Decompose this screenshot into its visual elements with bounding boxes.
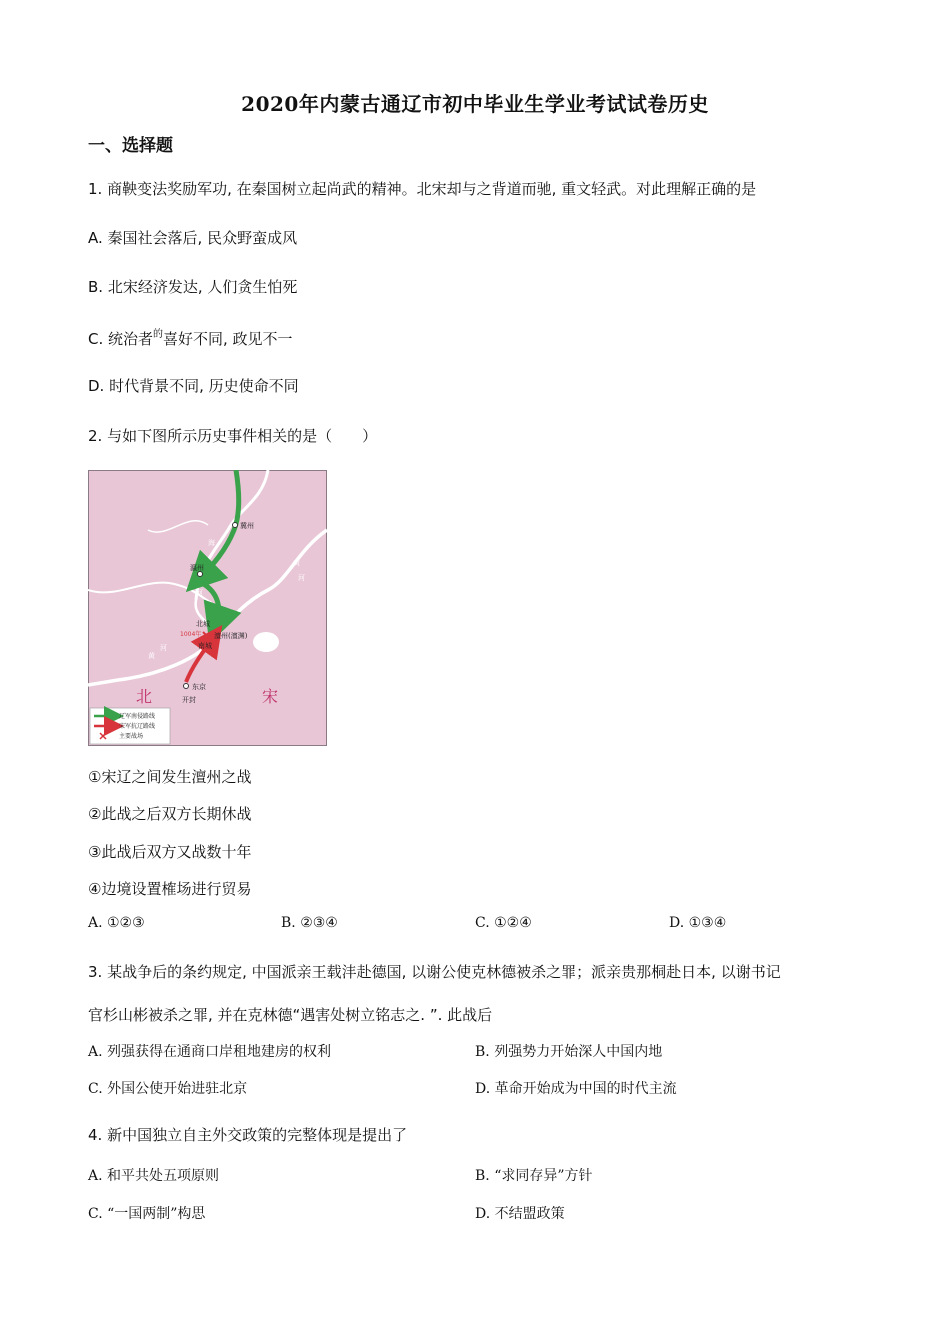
map-label-river-1: 海 (208, 539, 215, 547)
map-label-dongjing: 东京 (192, 683, 206, 691)
page-title: 2020年内蒙古通辽市初中毕业生学业考试试卷历史 (241, 92, 709, 116)
question-4-stem: 4. 新中国独立自主外交政策的完整体现是提出了 (88, 1126, 408, 1144)
legend-liao-label: 辽军南侵路线 (119, 713, 156, 720)
question-2-statement-3: ③此战后双方又战数十年 (88, 843, 252, 861)
historical-map (88, 470, 327, 746)
legend-battle-label: 主要战场 (119, 733, 144, 740)
map-label-river-4: 河 (298, 574, 305, 582)
map-label-song: 宋 (262, 687, 279, 706)
map-label-river-2: 河 (196, 589, 203, 597)
map-label-kaifeng: 开封 (182, 696, 196, 704)
question-2-statement-1: ①宋辽之间发生澶州之战 (88, 768, 252, 786)
question-1-option-a: A. 秦国社会落后, 民众野蛮成风 (88, 229, 298, 247)
map-label-river-5: 黄 (148, 652, 155, 660)
question-4-option-d: D. 不结盟政策 (475, 1206, 565, 1222)
question-1-stem: 1. 商鞅变法奖励军功, 在秦国树立起尚武的精神。北宋却与之背道而驰, 重文轻武。对此理解正确的是 (88, 180, 757, 198)
map-label-beicheng: 北城 (196, 620, 210, 628)
legend-song-label: 宋军抗辽路线 (119, 723, 156, 730)
question-2-statement-4: ④边境设置榷场进行贸易 (88, 880, 252, 898)
map-label-chanzhou: 澶州(澶渊) (214, 632, 248, 640)
map-label-nancheng: 南城 (198, 642, 212, 650)
question-3-stem-line-1: 3. 某战争后的条约规定, 中国派亲王载沣赴德国, 以谢公使克林德被杀之罪；派亲贵那桐赴日本, 以谢书记 (88, 963, 781, 981)
yingzhou-point (198, 572, 203, 577)
question-2-option-d: D. ①③④ (669, 915, 727, 931)
question-2-option-b: B. ②③④ (281, 915, 338, 931)
question-1-option-d: D. 时代背景不同, 历史使命不同 (88, 377, 299, 395)
option-c-suffix: 喜好不同, 政见不一 (163, 330, 293, 348)
question-1-option-c (88, 325, 293, 349)
map-label-yingzhou: 瀛州 (190, 564, 204, 572)
jizhou-point (233, 523, 238, 528)
question-2-stem: 2. 与如下图所示历史事件相关的是（ ） (88, 427, 378, 445)
question-3-option-a: A. 列强获得在通商口岸租地建房的权利 (88, 1044, 332, 1060)
option-c-prefix: C. 统治者 (88, 330, 154, 348)
map-label-river-3: 黄 (293, 559, 300, 567)
map-label-jizhou: 冀州 (240, 522, 254, 530)
question-3-option-b: B. 列强势力开始深人中国内地 (475, 1044, 663, 1060)
question-4-option-c: C. “一国两制”构思 (88, 1206, 206, 1222)
lake (253, 632, 279, 652)
section-heading: 一、选择题 (88, 136, 173, 156)
question-3-stem-line-2: 官杉山彬被杀之罪, 并在克林德“遇害处树立铭志之. ”. 此战后 (88, 1006, 493, 1024)
map-label-river-6: 河 (160, 644, 167, 652)
question-2-statement-2: ②此战之后双方长期休战 (88, 805, 252, 823)
map-land (89, 471, 327, 746)
dongjing-point (184, 684, 189, 689)
map-label-year: 1004年 (180, 631, 202, 638)
map-label-bei: 北 (136, 687, 153, 706)
question-1-option-b: B. 北宋经济发达, 人们贪生怕死 (88, 278, 298, 296)
question-3-option-c: C. 外国公使开始进驻北京 (88, 1081, 248, 1097)
question-2-option-a: A. ①②③ (88, 915, 145, 931)
question-4-option-b: B. “求同存异”方针 (475, 1168, 593, 1184)
question-4-option-a: A. 和平共处五项原则 (88, 1168, 220, 1184)
question-2-option-c: C. ①②④ (475, 915, 532, 931)
question-3-option-d: D. 革命开始成为中国的时代主流 (475, 1081, 677, 1097)
option-c-superscript: 的 (153, 329, 164, 340)
